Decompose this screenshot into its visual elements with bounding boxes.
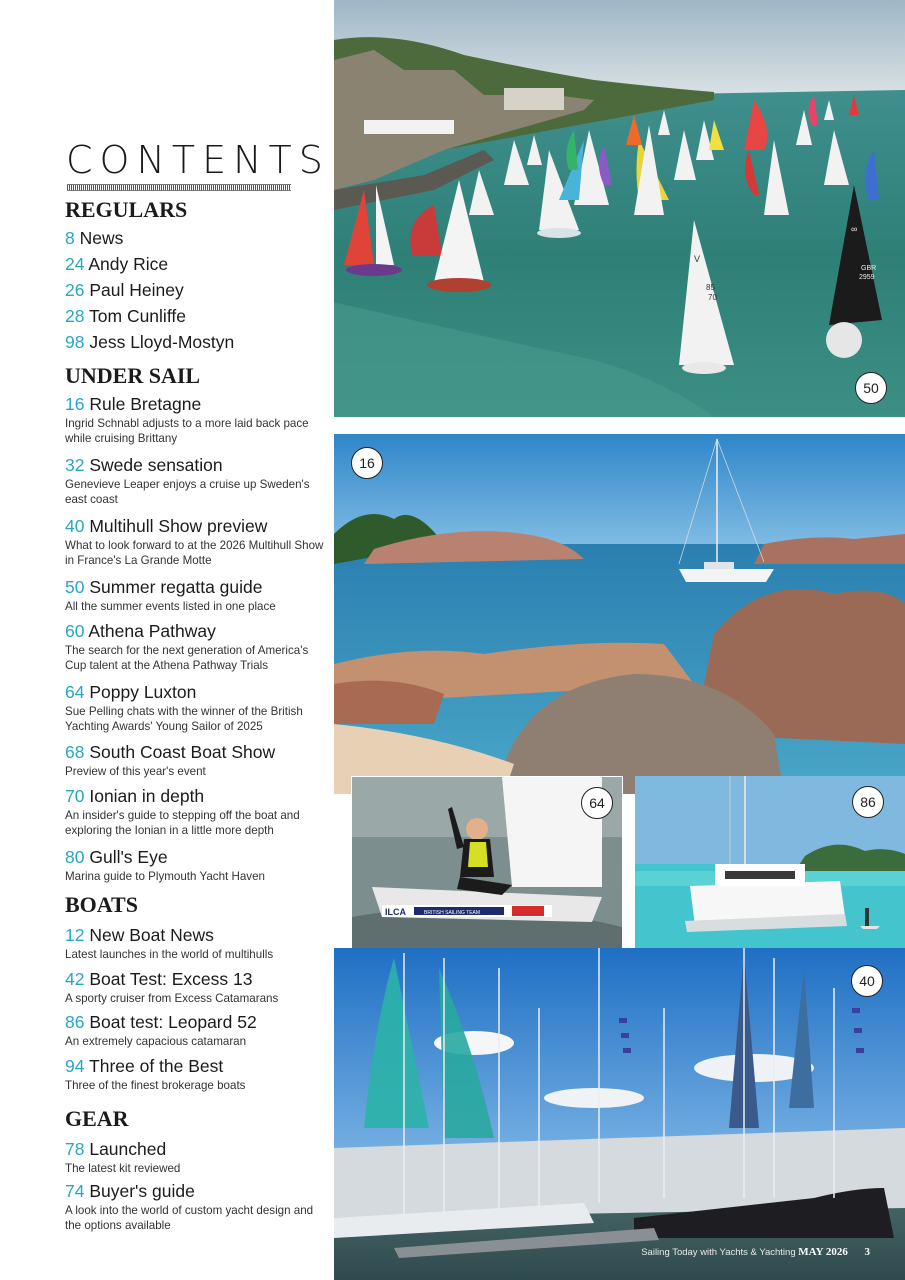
page-number: 78 (65, 1139, 85, 1159)
toc-item[interactable] (65, 741, 327, 779)
magazine-name: Sailing Today with Yachts & Yachting (641, 1247, 796, 1258)
page-number: 98 (65, 332, 85, 352)
toc-item[interactable] (65, 305, 327, 327)
article-title: News (79, 228, 124, 248)
sail-number: 85 (706, 283, 715, 292)
article-title: Buyer's guide (89, 1181, 195, 1201)
sail-number: 70 (708, 293, 717, 302)
page-badge: 64 (581, 787, 613, 819)
page-number: 28 (65, 306, 85, 326)
page-number: 50 (65, 577, 85, 597)
page-number: 74 (65, 1181, 85, 1201)
section-heading-regulars: REGULARS (65, 197, 188, 222)
section-heading-gear: GEAR (65, 1106, 129, 1131)
toc-item[interactable] (65, 620, 327, 673)
article-description: All the summer events listed in one place (65, 600, 276, 613)
page-number: 80 (65, 847, 85, 867)
article-title: Jess Lloyd-Mostyn (89, 332, 235, 352)
page-number: 94 (65, 1056, 85, 1076)
page-badge: 86 (852, 786, 884, 818)
article-title: Boat Test: Excess 13 (89, 969, 253, 989)
toc-item[interactable] (65, 515, 327, 568)
toc-item[interactable] (65, 968, 327, 1006)
page-number-footer: 3 (864, 1246, 870, 1258)
boat-class-text: ILCA (385, 907, 406, 917)
page-number: 42 (65, 969, 85, 989)
toc-item[interactable] (65, 681, 327, 734)
section-heading-boats: BOATS (65, 892, 138, 917)
page-number: 32 (65, 455, 85, 475)
article-title: Boat test: Leopard 52 (89, 1012, 257, 1032)
article-title: Launched (89, 1139, 167, 1159)
article-description: Marina guide to Plymouth Yacht Haven (65, 870, 265, 883)
article-description: Sue Pelling chats with the winner of the British Yachting Awards' Young Sailor of 2025 (65, 705, 303, 733)
sail-class-symbol: ∞ (851, 224, 858, 234)
toc-item[interactable] (65, 393, 327, 446)
page-footer (641, 1246, 870, 1258)
toc-item[interactable] (65, 227, 327, 249)
article-title: Summer regatta guide (89, 577, 263, 597)
page-number: 60 (65, 621, 85, 641)
article-title: Three of the Best (89, 1056, 224, 1076)
article-description: Three of the finest brokerage boats (65, 1079, 246, 1092)
toc-item[interactable] (65, 576, 327, 614)
article-title: Swede sensation (89, 455, 223, 475)
page-number: 8 (65, 228, 75, 248)
article-title: Multihull Show preview (89, 516, 268, 536)
sponsor-text: BRITISH SAILING TEAM (424, 910, 481, 916)
photo-laser (351, 776, 623, 950)
page-number: 26 (65, 280, 85, 300)
page-number: 70 (65, 786, 85, 806)
article-description: Preview of this year's event (65, 765, 206, 778)
article-title: Poppy Luxton (89, 682, 197, 702)
title-rule (67, 184, 291, 191)
article-description: What to look forward to at the 2026 Multihull Show in France's La Grande Motte (65, 539, 324, 567)
page-number: 16 (65, 394, 85, 414)
page-number: 68 (65, 742, 85, 762)
sail-number: 2959 (859, 274, 875, 281)
article-title: Tom Cunliffe (89, 306, 186, 326)
toc-item[interactable] (65, 846, 327, 884)
section-heading-under-sail: UNDER SAIL (65, 363, 201, 388)
sail-number: GBR (861, 265, 877, 272)
article-title: New Boat News (89, 925, 214, 945)
page-badge: 40 (851, 965, 883, 997)
toc-item[interactable] (65, 331, 327, 353)
regatta-image (334, 0, 905, 417)
page-number: 24 (65, 254, 85, 274)
page-title: CONTENTS (66, 138, 330, 182)
article-description: A sporty cruiser from Excess Catamarans (65, 992, 279, 1005)
article-description: An extremely capacious catamaran (65, 1035, 247, 1048)
toc-item[interactable] (65, 253, 327, 275)
toc-item[interactable] (65, 1180, 327, 1233)
article-title: Rule Bretagne (89, 394, 202, 414)
article-title: South Coast Boat Show (89, 742, 276, 762)
toc-item[interactable] (65, 785, 327, 838)
toc-item[interactable] (65, 279, 327, 301)
article-description: Genevieve Leaper enjoys a cruise up Sweden's east coast (65, 478, 310, 506)
photo-brittany (334, 434, 905, 794)
brittany-image (334, 434, 905, 794)
sail-letter: V (694, 254, 701, 264)
page-number: 40 (65, 516, 85, 536)
article-title: Gull's Eye (89, 847, 168, 867)
article-title: Paul Heiney (89, 280, 184, 300)
article-description: The latest kit reviewed (65, 1162, 181, 1175)
toc-item[interactable] (65, 1055, 327, 1093)
article-title: Andy Rice (88, 254, 169, 274)
page-number: 86 (65, 1012, 85, 1032)
issue-date: MAY 2026 (798, 1246, 848, 1258)
article-title: Ionian in depth (89, 786, 205, 806)
page-number: 12 (65, 925, 85, 945)
article-title: Athena Pathway (88, 621, 216, 641)
article-description: The search for the next generation of America's Cup talent at the Athena Pathway Trials (65, 644, 309, 672)
article-description: Latest launches in the world of multihulls (65, 948, 274, 961)
article-description: An insider's guide to stepping off the boat and exploring the Ionian in a little more depth (65, 809, 300, 837)
toc-item[interactable] (65, 1011, 327, 1049)
photo-catamaran (635, 776, 905, 948)
page-badge: 16 (351, 447, 383, 479)
photo-marina (334, 948, 905, 1280)
page-badge: 50 (855, 372, 887, 404)
toc-item[interactable] (65, 924, 327, 962)
marina-image (334, 948, 905, 1280)
article-description: Ingrid Schnabl adjusts to a more laid back pace while cruising Brittany (65, 417, 309, 445)
article-description: A look into the world of custom yacht design and the options available (65, 1204, 314, 1232)
photo-regatta (334, 0, 905, 417)
page-number: 64 (65, 682, 85, 702)
toc-item[interactable] (65, 454, 327, 507)
toc-item[interactable] (65, 1138, 327, 1176)
